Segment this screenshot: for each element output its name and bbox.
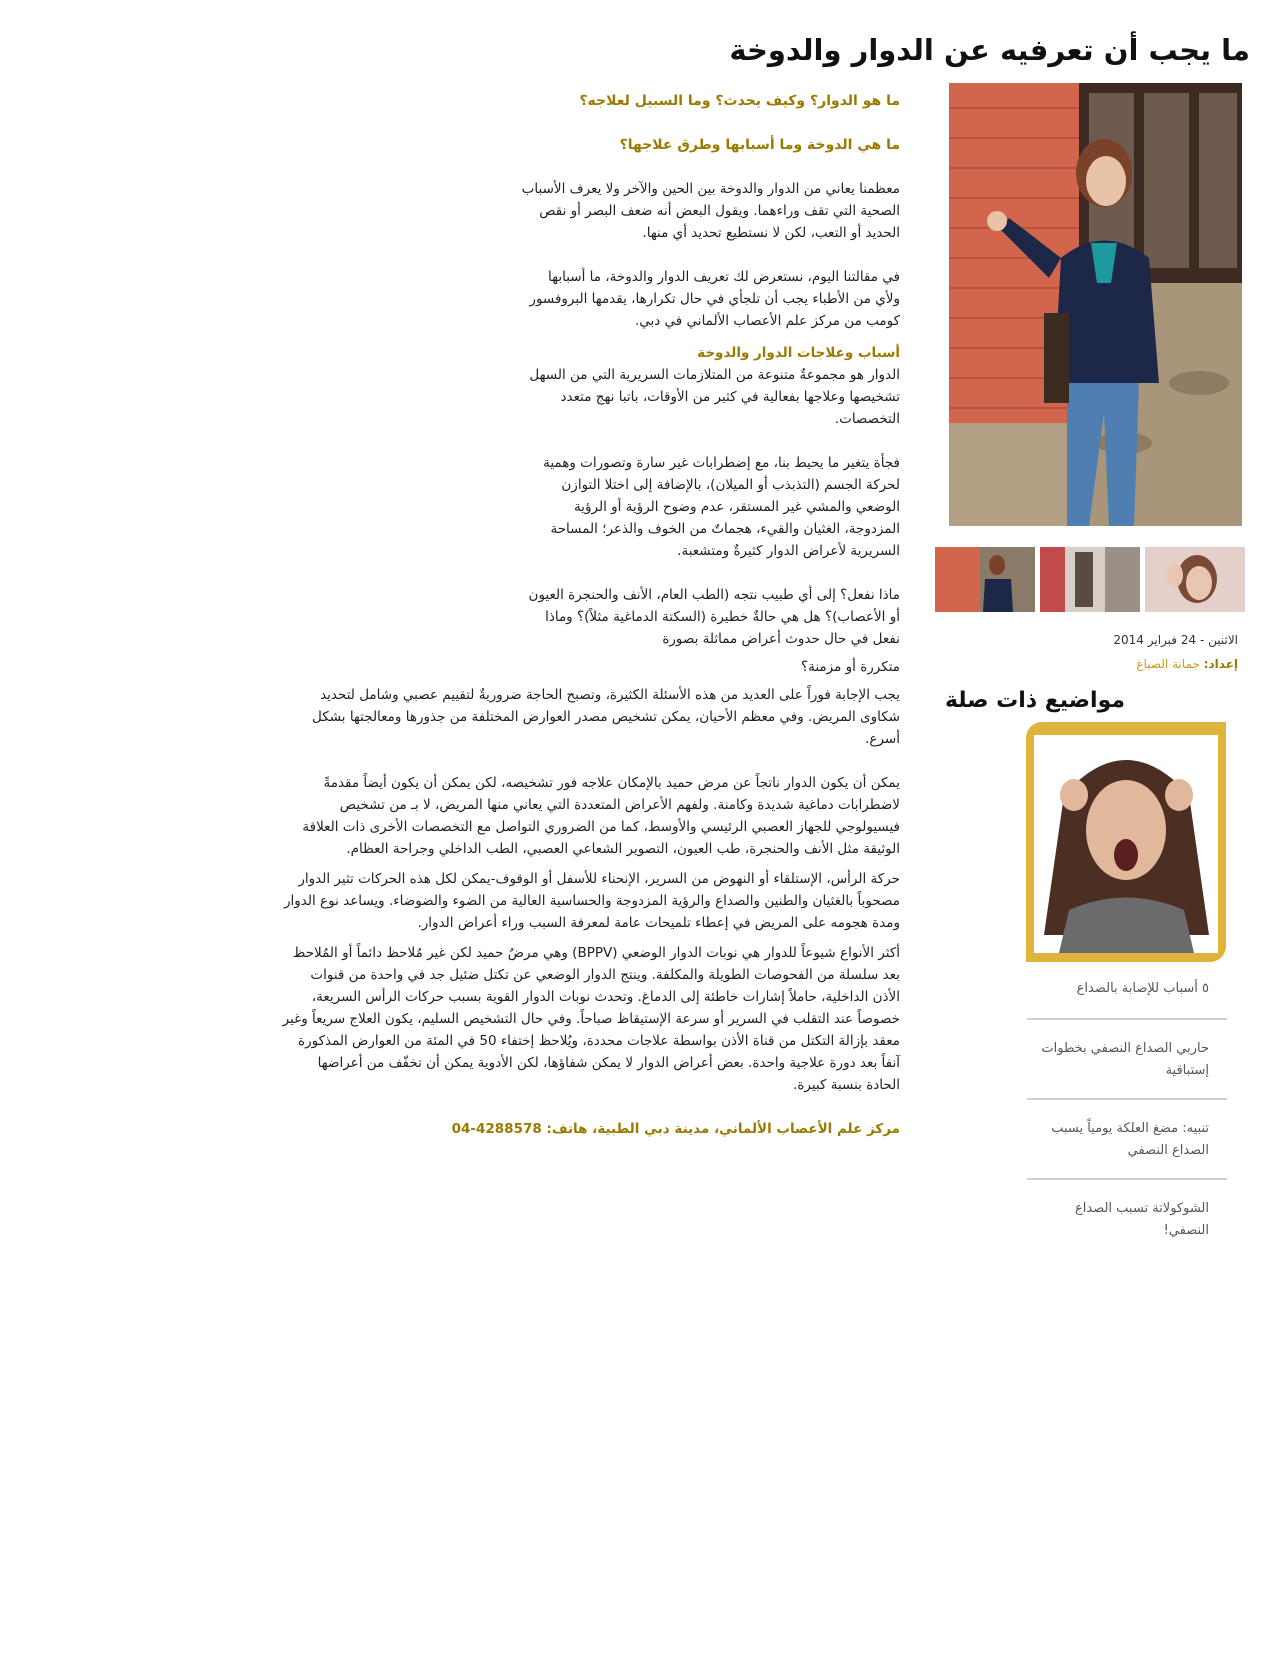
main-article-photo[interactable]: [949, 83, 1242, 526]
paragraph-triggers: حركة الرأس، الإستلقاء أو النهوض من السرير، الإنحناء للأسفل أو الوقوف-يمكن لكل هذه الحركات تثير الدوار مصحوباً بالغثيان والطنين والصداع والرؤية المزدوجة والحساسية العالية من الضوء والضوضاء. ويساعد نوع الدوار ومدة هجومه على المريض في إعطاء تلميحات عامة لمعرفة السبب وراء أعراض الدوار.: [284, 871, 900, 931]
divider: [1027, 1018, 1227, 1020]
author-label: إعداد:: [1203, 657, 1238, 671]
paragraph-intro: معظمنا يعاني من الدوار والدوخة بين الحين والآخر ولا يعرف الأسباب الصحية التي تقف وراءهما. ويقول البعض أنه ضعف البصر أو نقص الحديد أو التعب، لكن لا نستطيع تحديد أي منها.: [521, 181, 900, 241]
thumbnail-woman-wall-image: [935, 547, 1035, 612]
author-name[interactable]: جمانة الصباغ: [1136, 657, 1200, 671]
related-link-1[interactable]: ٥ أسباب للإصابة بالصداع: [1076, 981, 1209, 996]
contact-info: مركز علم الأعصاب الألماني، مدينة دبي الطبية، هاتف: 4288578-04: [451, 1121, 900, 1137]
screaming-woman-image: [1034, 735, 1218, 953]
paragraph-definition: الدوار هو مجموعةٌ متنوعة من المتلازمات السريرية التي من السهل تشخيصها وعلاجها بفعالية في كثير من الأوقات، باتبا نهج متعدد التخصصات.: [529, 367, 900, 427]
publish-date: الاثنين - 24 فبراير 2014: [1113, 633, 1238, 647]
thumbnail-2[interactable]: [1040, 547, 1140, 612]
related-link-4[interactable]: الشوكولاتة تسبب الصداع النصفي!: [1075, 1201, 1209, 1238]
related-link-3[interactable]: تنبيه: مضغ العلكة يومياً يسبب الصداع النصفي: [1051, 1121, 1209, 1158]
section-heading-causes: أسباب وعلاجات الدوار والدوخة: [697, 345, 900, 361]
paragraph-symptoms: فجأة يتغير ما يحيط بنا، مع إضطرابات غير سارة وتصورات وهمية لحركة الجسم (التذبذب أو الميلان)، بالإضافة إلى اختلا التوازن الوضعي والمشي غير المستقر، عدم وضوح الرؤية أو الرؤية المزدوجة، الغثيان والقيء، هجماتٌ من الخوف والذعر؛ المساحة السريرية لأعراض الدوار كثيرةٌ ومتشعبة.: [543, 455, 900, 559]
thumbnail-street-image: [1040, 547, 1140, 612]
related-topics-heading: مواضيع ذات صلة: [944, 688, 1125, 713]
paragraph-causes: يمكن أن يكون الدوار ناتجاً عن مرض حميد بالإمكان علاجه فور تشخيصه، لكن يمكن أن يكون أيضاً مقدمةً لاضطرابات دماغية شديدة وكامنة. ولفهم الأعراض المتعددة التي يعاني منها المريض، لا بـ من تشخيص فيسيولوجي للجهاز العصبي الرئيسي والأوسط، كما من الضروري التواصل مع التخصصات الأخرى ذات العلاقة الوثيقة مثل الأنف والحنجرة، طب العيون، التصوير الشعاعي العصبي، الطب الداخلي وجراحة العظام.: [302, 775, 900, 857]
thumbnail-1[interactable]: [935, 547, 1035, 612]
paragraph-overview: في مقالتنا اليوم، نستعرض لك تعريف الدوار والدوخة، ما أسبابها ولأي من الأطباء يجب أن تلجأي في حال تكرارها، يقدمها البروفسور كومب من مركز علم الأعصاب الألماني في دبي.: [529, 269, 900, 329]
thumbnail-3[interactable]: [1145, 547, 1245, 612]
page-title: ما يجب أن تعرفيه عن الدوار والدوخة: [729, 33, 1250, 67]
woman-dizzy-illustration: [949, 83, 1242, 526]
question-dizziness: ما هو الدوار؟ وكيف يحدث؟ وما السبيل لعلاجه؟: [579, 93, 900, 109]
related-link-2[interactable]: حاربي الصداع النصفي بخطوات إستباقية: [1041, 1041, 1209, 1078]
thumbnail-headache-image: [1145, 547, 1245, 612]
paragraph-bppv: أكثر الأنواع شيوعاً للدوار هي نوبات الدوار الوضعي (BPPV) وهي مرضٌ حميد لكن غير مُلاحظ دائماً أو المُلاحظ بعد سلسلة من الفحوصات الطويلة والمكلفة. وينتج الدوار الوضعي عن تكتل ضئيل جد في واحدة من قنوات الأذن الداخلية، حاملاً إشارات خاطئة إلى الدماغ. وتحدث نوبات الدوار القوية بسبب حركات الرأس السريعة، خصوصاً عند التقلب في السرير أو سرعة الإستيقاظ صباحاً. وفي حال التشخيص السليم، يكون العلاج سريعاً وغير معقد بإزالة التكتل من قناة الأذن بواسطة علاجات محددة، ويُلاحظ إختفاء 50 في المئة من العوارض المذكورة آنفاً بعد دورة علاجية واحدة. بعض أعراض الدوار لا يمكن شفاؤها، لكن الأدوية يمكن أن تخفّف من أعراضها الحادة بنسبة كبيرة.: [282, 945, 900, 1093]
article-body: [280, 90, 900, 1140]
question-vertigo: ما هي الدوخة وما أسبابها وطرق علاجها؟: [619, 137, 900, 153]
author-byline: [1136, 657, 1238, 671]
paragraph-questions: ماذا نفعل؟ إلى أي طبيب نتجه (الطب العام، الأنف والحنجرة العيون أو الأعصاب)؟ هل هي حالةٌ خطيرة (السكتة الدماغية مثلاً)؟ وماذا نفعل في حال حدوث أعراض مماثلة بصورة: [528, 587, 900, 647]
divider: [1027, 1178, 1227, 1180]
divider: [1027, 1098, 1227, 1100]
paragraph-questions-end: متكررة أو مزمنة؟: [800, 659, 900, 675]
related-topic-photo[interactable]: [1034, 735, 1218, 953]
paragraph-diagnosis: يجب الإجابة فوراً على العديد من هذه الأسئلة الكثيرة، وتصبح الحاجة ضروريةٌ لتقييم عصبي وشامل لتحديد شكاوى المريض. وفي معظم الأحيان، يمكن تشخيص مصدر العوارض المختلفة من جذورها ومعالجتها بشكل أسرع.: [312, 687, 900, 747]
